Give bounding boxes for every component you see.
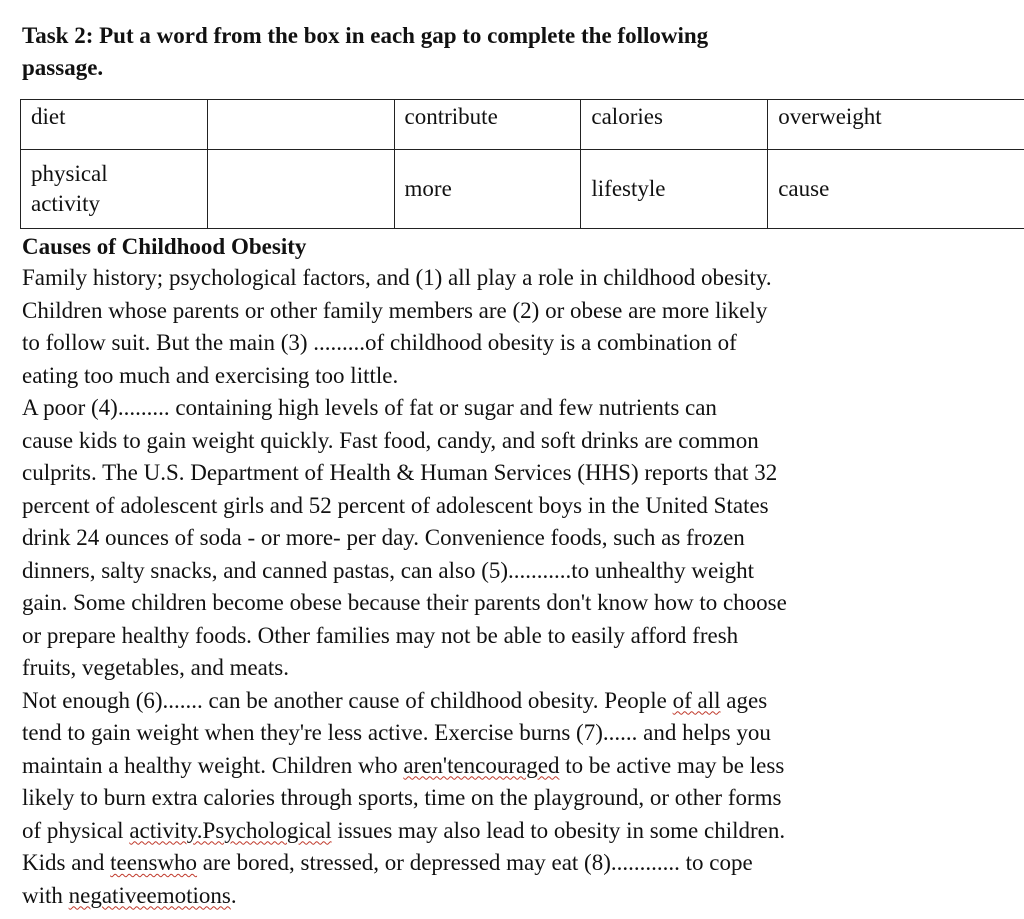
passage-line	[22, 880, 922, 913]
word-box-cell: diet	[21, 100, 208, 150]
passage-line: tend to gain weight when they're less active. Exercise burns (7)...... and helps you	[22, 720, 771, 745]
word-box-row-1	[21, 100, 1024, 150]
spellcheck-underlined-text: of all	[672, 687, 721, 713]
task-line-1: Task 2: Put a word from the box in each gap to complete the following	[22, 23, 709, 48]
passage-line: Family history; psychological factors, and (1) all play a role in childhood obesity.	[22, 265, 772, 290]
word-box-cell: lifestyle	[581, 150, 768, 229]
passage-body	[22, 262, 922, 912]
spellcheck-underlined-text: teenswho	[110, 850, 198, 875]
task-line-2: passage.	[22, 55, 104, 80]
line-text: issues may also lead to obesity in some children.	[331, 817, 786, 843]
spellcheck-underlined-text: negativeemotions	[68, 882, 231, 908]
passage-line: gain. Some children become obese because their parents don't know how to choose	[22, 590, 787, 615]
line-text: ages	[720, 687, 768, 713]
passage-line	[22, 815, 922, 848]
line-text: are bored, stressed, or depressed may eat (8)............ to cope	[197, 850, 753, 875]
word-box-cell: contribute	[394, 100, 581, 150]
word-box-cell	[207, 100, 394, 150]
passage-line: drink 24 ounces of soda - or more- per day. Convenience foods, such as frozen	[22, 525, 745, 550]
passage-heading: Causes of Childhood Obesity	[22, 234, 307, 259]
word-box-cell: more	[394, 150, 581, 229]
word-box-cell	[21, 150, 208, 229]
passage-line: culprits. The U.S. Department of Health & Human Services (HHS) reports that 32	[22, 460, 778, 485]
word-box-table	[20, 99, 1024, 229]
passage-line: eating too much and exercising too little.	[22, 362, 399, 388]
line-text: Not enough (6)....... can be another cause of childhood obesity. People	[22, 687, 673, 713]
passage-line: cause kids to gain weight quickly. Fast food, candy, and soft drinks are common	[22, 427, 759, 453]
word-box-cell	[207, 150, 394, 229]
line-text: with	[22, 882, 69, 908]
passage-line: to follow suit. But the main (3) .........of childhood obesity is a combination of	[22, 330, 737, 355]
word-box-cell: cause	[768, 150, 1024, 229]
passage-line	[22, 685, 922, 718]
spellcheck-underlined-text: activity.Psychological	[129, 817, 332, 843]
line-text: maintain a healthy weight. Children who	[22, 752, 404, 778]
passage-line: likely to burn extra calories through sports, time on the playground, or other forms	[22, 785, 782, 810]
passage-line: or prepare healthy foods. Other families may not be able to easily afford fresh	[22, 622, 739, 648]
spellcheck-underlined-text: aren'tencouraged	[403, 752, 560, 778]
word-box-cell: overweight	[768, 100, 1024, 150]
passage-line: fruits, vegetables, and meats.	[22, 655, 289, 680]
word-box-cell-line: physical	[31, 161, 108, 186]
word-box-row-2	[21, 150, 1024, 229]
passage-line: A poor (4)......... containing high levels of fat or sugar and few nutrients can	[22, 395, 717, 420]
line-text: to be active may be less	[559, 752, 785, 778]
line-text: Kids and	[22, 850, 111, 875]
passage-line	[22, 750, 922, 783]
word-box-cell-line: activity	[31, 191, 100, 216]
line-text: of physical	[22, 817, 130, 843]
passage-line: percent of adolescent girls and 52 percent of adolescent boys in the United States	[22, 492, 769, 518]
word-box-cell: calories	[581, 100, 768, 150]
task-instruction	[22, 20, 882, 84]
passage-line: Children whose parents or other family members are (2) or obese are more likely	[22, 297, 768, 323]
passage-line: dinners, salty snacks, and canned pastas, can also (5)...........to unhealthy weight	[22, 557, 754, 583]
passage-line	[22, 847, 922, 880]
line-text: .	[230, 882, 237, 908]
